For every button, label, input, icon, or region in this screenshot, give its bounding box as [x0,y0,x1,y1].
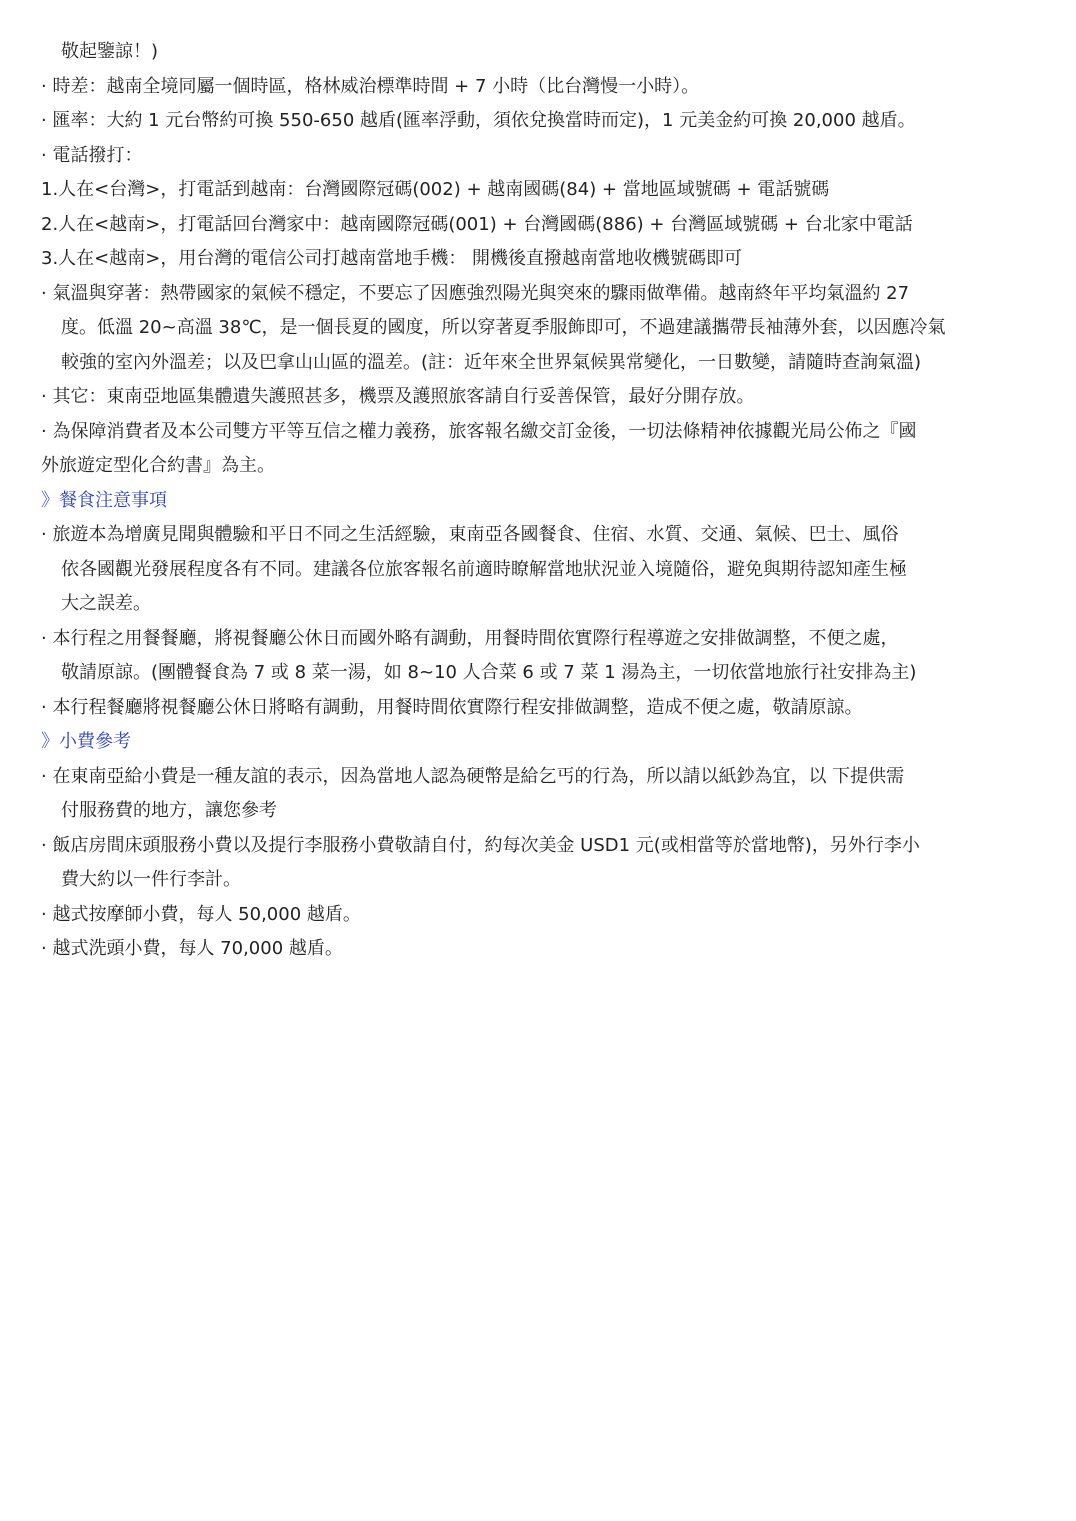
document-body [41,35,1041,967]
notes-line: · 匯率：大約 1 元台幣約可換 550-650 越盾(匯率浮動，須依兌換當時而定)，1 元美金約可換 20,000 越盾。 [41,110,916,131]
tips-line: · 越式洗頭小費，每人 70,000 越盾。 [41,938,343,959]
tips-line: 付服務費的地方，讓您參考 [61,800,277,821]
travel-notes-section [41,35,1041,484]
meals-heading: 》餐食注意事項 [41,489,167,511]
tips-line: · 越式按摩師小費，每人 50,000 越盾。 [41,903,361,925]
notes-line: · 電話撥打： [41,144,143,166]
notes-line: 3.人在<越南>，用台灣的電信公司打越南當地手機： 開機後直撥越南當地收機號碼即可 [41,248,743,269]
notes-line: 敬起鑒諒！) [61,41,159,62]
tips-heading: 》小費參考 [41,731,131,752]
meals-line: 依各國觀光發展程度各有不同。建議各位旅客報名前適時瞭解當地狀況並入境隨俗，避免與期待認知產生極 [61,558,907,580]
notes-line: 2.人在<越南>，打電話回台灣家中：越南國際冠碼(001) + 台灣國碼(886) + 台灣區域號碼 + 台北家中電話 [41,213,913,235]
meals-line: · 本行程之用餐餐廳，將視餐廳公休日而國外略有調動，用餐時間依實際行程導遊之安排做調整，不便之處， [41,627,899,649]
notes-line: · 時差：越南全境同屬一個時區，格林威治標準時間 + 7 小時（比台灣慢一小時）。 [41,75,700,97]
meals-line: 大之誤差。 [61,593,151,614]
meals-line: 敬請原諒。(團體餐食為 7 或 8 菜一湯，如 8~10 人合菜 6 或 7 菜 1 湯為主，一切依當地旅行社安排為主) [61,662,917,683]
tips-line: · 在東南亞給小費是一種友誼的表示，因為當地人認為硬幣是給乞丐的行為，所以請以紙鈔為宜，以 下提供需 [41,765,905,787]
meals-section [41,484,1041,726]
tips-line: · 飯店房間床頭服務小費以及提行李服務小費敬請自付，約每次美金 USD1 元(或相當等於當地幣)，另外行李小 [41,834,920,856]
notes-line: · 氣溫與穿著：熱帶國家的氣候不穩定，不要忘了因應強烈陽光與突來的驟雨做準備。越南終年平均氣溫約 27 [41,282,910,304]
meals-line: · 旅遊本為增廣見聞與體驗和平日不同之生活經驗，東南亞各國餐食、住宿、水質、交通、氣候、巴士、風俗 [41,524,899,545]
meals-line: · 本行程餐廳將視餐廳公休日將略有調動，用餐時間依實際行程安排做調整，造成不便之處，敬請原諒。 [41,696,863,718]
notes-line: 較強的室內外溫差；以及巴拿山山區的溫差。(註：近年來全世界氣候異常變化，一日數變，請隨時查詢氣溫) [61,351,922,373]
notes-line: 度。低溫 20~高溫 38℃，是一個長夏的國度，所以穿著夏季服飾即可，不過建議攜帶長袖薄外套，以因應冷氣 [61,317,946,338]
notes-line: 外旅遊定型化合約書』為主。 [41,455,275,476]
notes-line: · 其它：東南亞地區集體遺失護照甚多，機票及護照旅客請自行妥善保管，最好分開存放。 [41,386,755,407]
notes-line: 1.人在<台灣>，打電話到越南：台灣國際冠碼(002) + 越南國碼(84) + 當地區域號碼 + 電話號碼 [41,179,830,200]
tips-section [41,725,1041,967]
notes-line: · 為保障消費者及本公司雙方平等互信之權力義務，旅客報名繳交訂金後，一切法條精神依據觀光局公佈之『國 [41,420,917,442]
tips-line: 費大約以一件行李計。 [61,869,241,890]
